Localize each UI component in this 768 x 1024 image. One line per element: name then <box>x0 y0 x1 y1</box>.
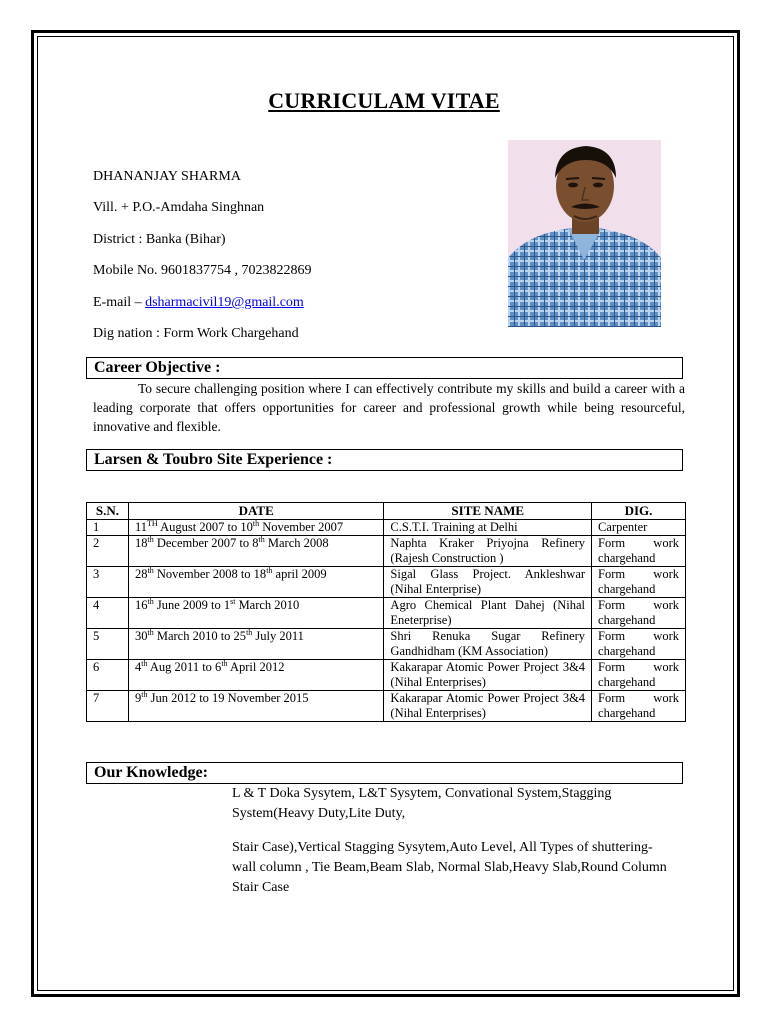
candidate-name: DHANANJAY SHARMA <box>93 169 241 184</box>
email-link[interactable]: dsharmacivil19@gmail.com <box>145 295 304 310</box>
experience-table-body <box>87 520 686 722</box>
cell-date <box>128 691 383 722</box>
date-suffix: th <box>266 565 273 575</box>
career-objective-heading: Career Objective : <box>86 357 683 379</box>
date-middle: December 2007 to 8 <box>153 536 259 550</box>
date-suffix: th <box>147 627 154 637</box>
column-header-sn: S.N. <box>87 503 129 520</box>
cell-sn: 7 <box>87 691 129 722</box>
cell-date <box>128 567 383 598</box>
date-day: 11 <box>134 520 148 534</box>
cell-site: Agro Chemical Plant Dahej (Nihal Eneterprise) <box>384 598 592 629</box>
date-day: 18 <box>134 536 148 550</box>
date-suffix: th <box>147 565 154 575</box>
cell-dig: Carpenter <box>592 520 686 536</box>
cell-site: Naphta Kraker Priyojna Refinery (Rajesh Construction ) <box>384 536 592 567</box>
email-label: E-mail – <box>93 295 146 310</box>
date-suffix: TH <box>147 518 158 528</box>
column-header-dig: DIG. <box>592 503 686 520</box>
date-end: March 2010 <box>235 598 300 612</box>
cell-site: Kakarapar Atomic Power Project 3&4 (Nihal Enterprises) <box>384 660 592 691</box>
cell-site: Sigal Glass Project. Ankleshwar (Nihal Enterprise) <box>384 567 592 598</box>
date-middle: June 2009 to 1 <box>153 598 231 612</box>
cell-sn: 3 <box>87 567 129 598</box>
column-header-site: SITE NAME <box>384 503 592 520</box>
career-objective-body: To secure challenging position where I can effectively contribute my skills and build a career with a leading corporate that offers opportunities for career and professional growth while being resourceful, innovative and flexible. <box>93 381 685 434</box>
cell-site: Kakarapar Atomic Power Project 3&4 (Nihal Enterprises) <box>384 691 592 722</box>
date-day: 16 <box>134 598 148 612</box>
table-row <box>87 536 686 567</box>
date-day: 30 <box>134 629 148 643</box>
date-middle: August 2007 to 10 <box>157 520 253 534</box>
date-suffix: th <box>252 518 260 528</box>
experience-table-header <box>87 503 686 520</box>
designation-line: Dig nation : Form Work Chargehand <box>93 326 299 341</box>
table-row <box>87 520 686 536</box>
knowledge-text <box>232 784 672 898</box>
date-day: 28 <box>134 567 148 581</box>
date-suffix: th <box>147 596 154 606</box>
date-suffix: st <box>230 596 236 606</box>
cell-sn: 1 <box>87 520 129 536</box>
cell-sn: 6 <box>87 660 129 691</box>
cell-date <box>128 598 383 629</box>
date-middle: Jun 2012 to 19 November 2015 <box>147 691 309 705</box>
cell-date <box>128 660 383 691</box>
cell-dig: Form work chargehand <box>592 536 686 567</box>
mobile-line: Mobile No. 9601837754 , 7023822869 <box>93 263 312 278</box>
date-suffix: th <box>141 689 148 699</box>
cell-dig: Form work chargehand <box>592 691 686 722</box>
address-line: Vill. + P.O.-Amdaha Singhnan <box>93 200 265 215</box>
table-row <box>87 629 686 660</box>
cell-sn: 4 <box>87 598 129 629</box>
table-row <box>87 567 686 598</box>
date-middle: March 2010 to 25 <box>153 629 247 643</box>
column-header-date: DATE <box>128 503 383 520</box>
experience-table <box>86 502 686 722</box>
date-suffix: th <box>141 658 148 668</box>
date-suffix: th <box>258 534 265 544</box>
cell-site: C.S.T.I. Training at Delhi <box>384 520 592 536</box>
knowledge-paragraph-2: Stair Case),Vertical Stagging Sysytem,Auto Level, All Types of shuttering-wall column , Tie Beam,Beam Slab, Normal Slab,Heavy Slab,Round Column Stair Case <box>232 840 667 895</box>
date-end: March 2008 <box>264 536 329 550</box>
table-row <box>87 598 686 629</box>
date-end: July 2011 <box>252 629 304 643</box>
career-objective-text <box>93 379 685 436</box>
date-middle: November 2008 to 18 <box>153 567 267 581</box>
table-row <box>87 691 686 722</box>
date-suffix: th <box>221 658 228 668</box>
date-day: 4 <box>134 660 142 674</box>
date-suffix: th <box>246 627 253 637</box>
date-end: November 2007 <box>259 520 344 534</box>
cell-date <box>128 629 383 660</box>
email-line <box>93 295 304 311</box>
profile-photo <box>508 140 661 327</box>
date-end: April 2012 <box>227 660 285 674</box>
cell-dig: Form work chargehand <box>592 598 686 629</box>
cell-date <box>128 536 383 567</box>
district-line: District : Banka (Bihar) <box>93 232 226 247</box>
cell-dig: Form work chargehand <box>592 629 686 660</box>
cell-sn: 2 <box>87 536 129 567</box>
cell-site: Shri Renuka Sugar Refinery Gandhidham (KM Association) <box>384 629 592 660</box>
cell-date <box>128 520 383 536</box>
document-title: CURRICULAM VITAE <box>268 88 500 113</box>
date-middle: Aug 2011 to 6 <box>147 660 222 674</box>
date-day: 9 <box>134 691 142 705</box>
date-end: april 2009 <box>272 567 327 581</box>
knowledge-heading: Our Knowledge: <box>86 762 683 784</box>
knowledge-paragraph-1: L & T Doka Sysytem, L&T Sysytem, Convational System,Stagging System(Heavy Duty,Lite Duty, <box>232 786 612 821</box>
date-suffix: th <box>147 534 154 544</box>
cell-sn: 5 <box>87 629 129 660</box>
cell-dig: Form work chargehand <box>592 660 686 691</box>
experience-heading: Larsen & Toubro Site Experience : <box>86 449 683 471</box>
table-row <box>87 660 686 691</box>
cell-dig: Form work chargehand <box>592 567 686 598</box>
